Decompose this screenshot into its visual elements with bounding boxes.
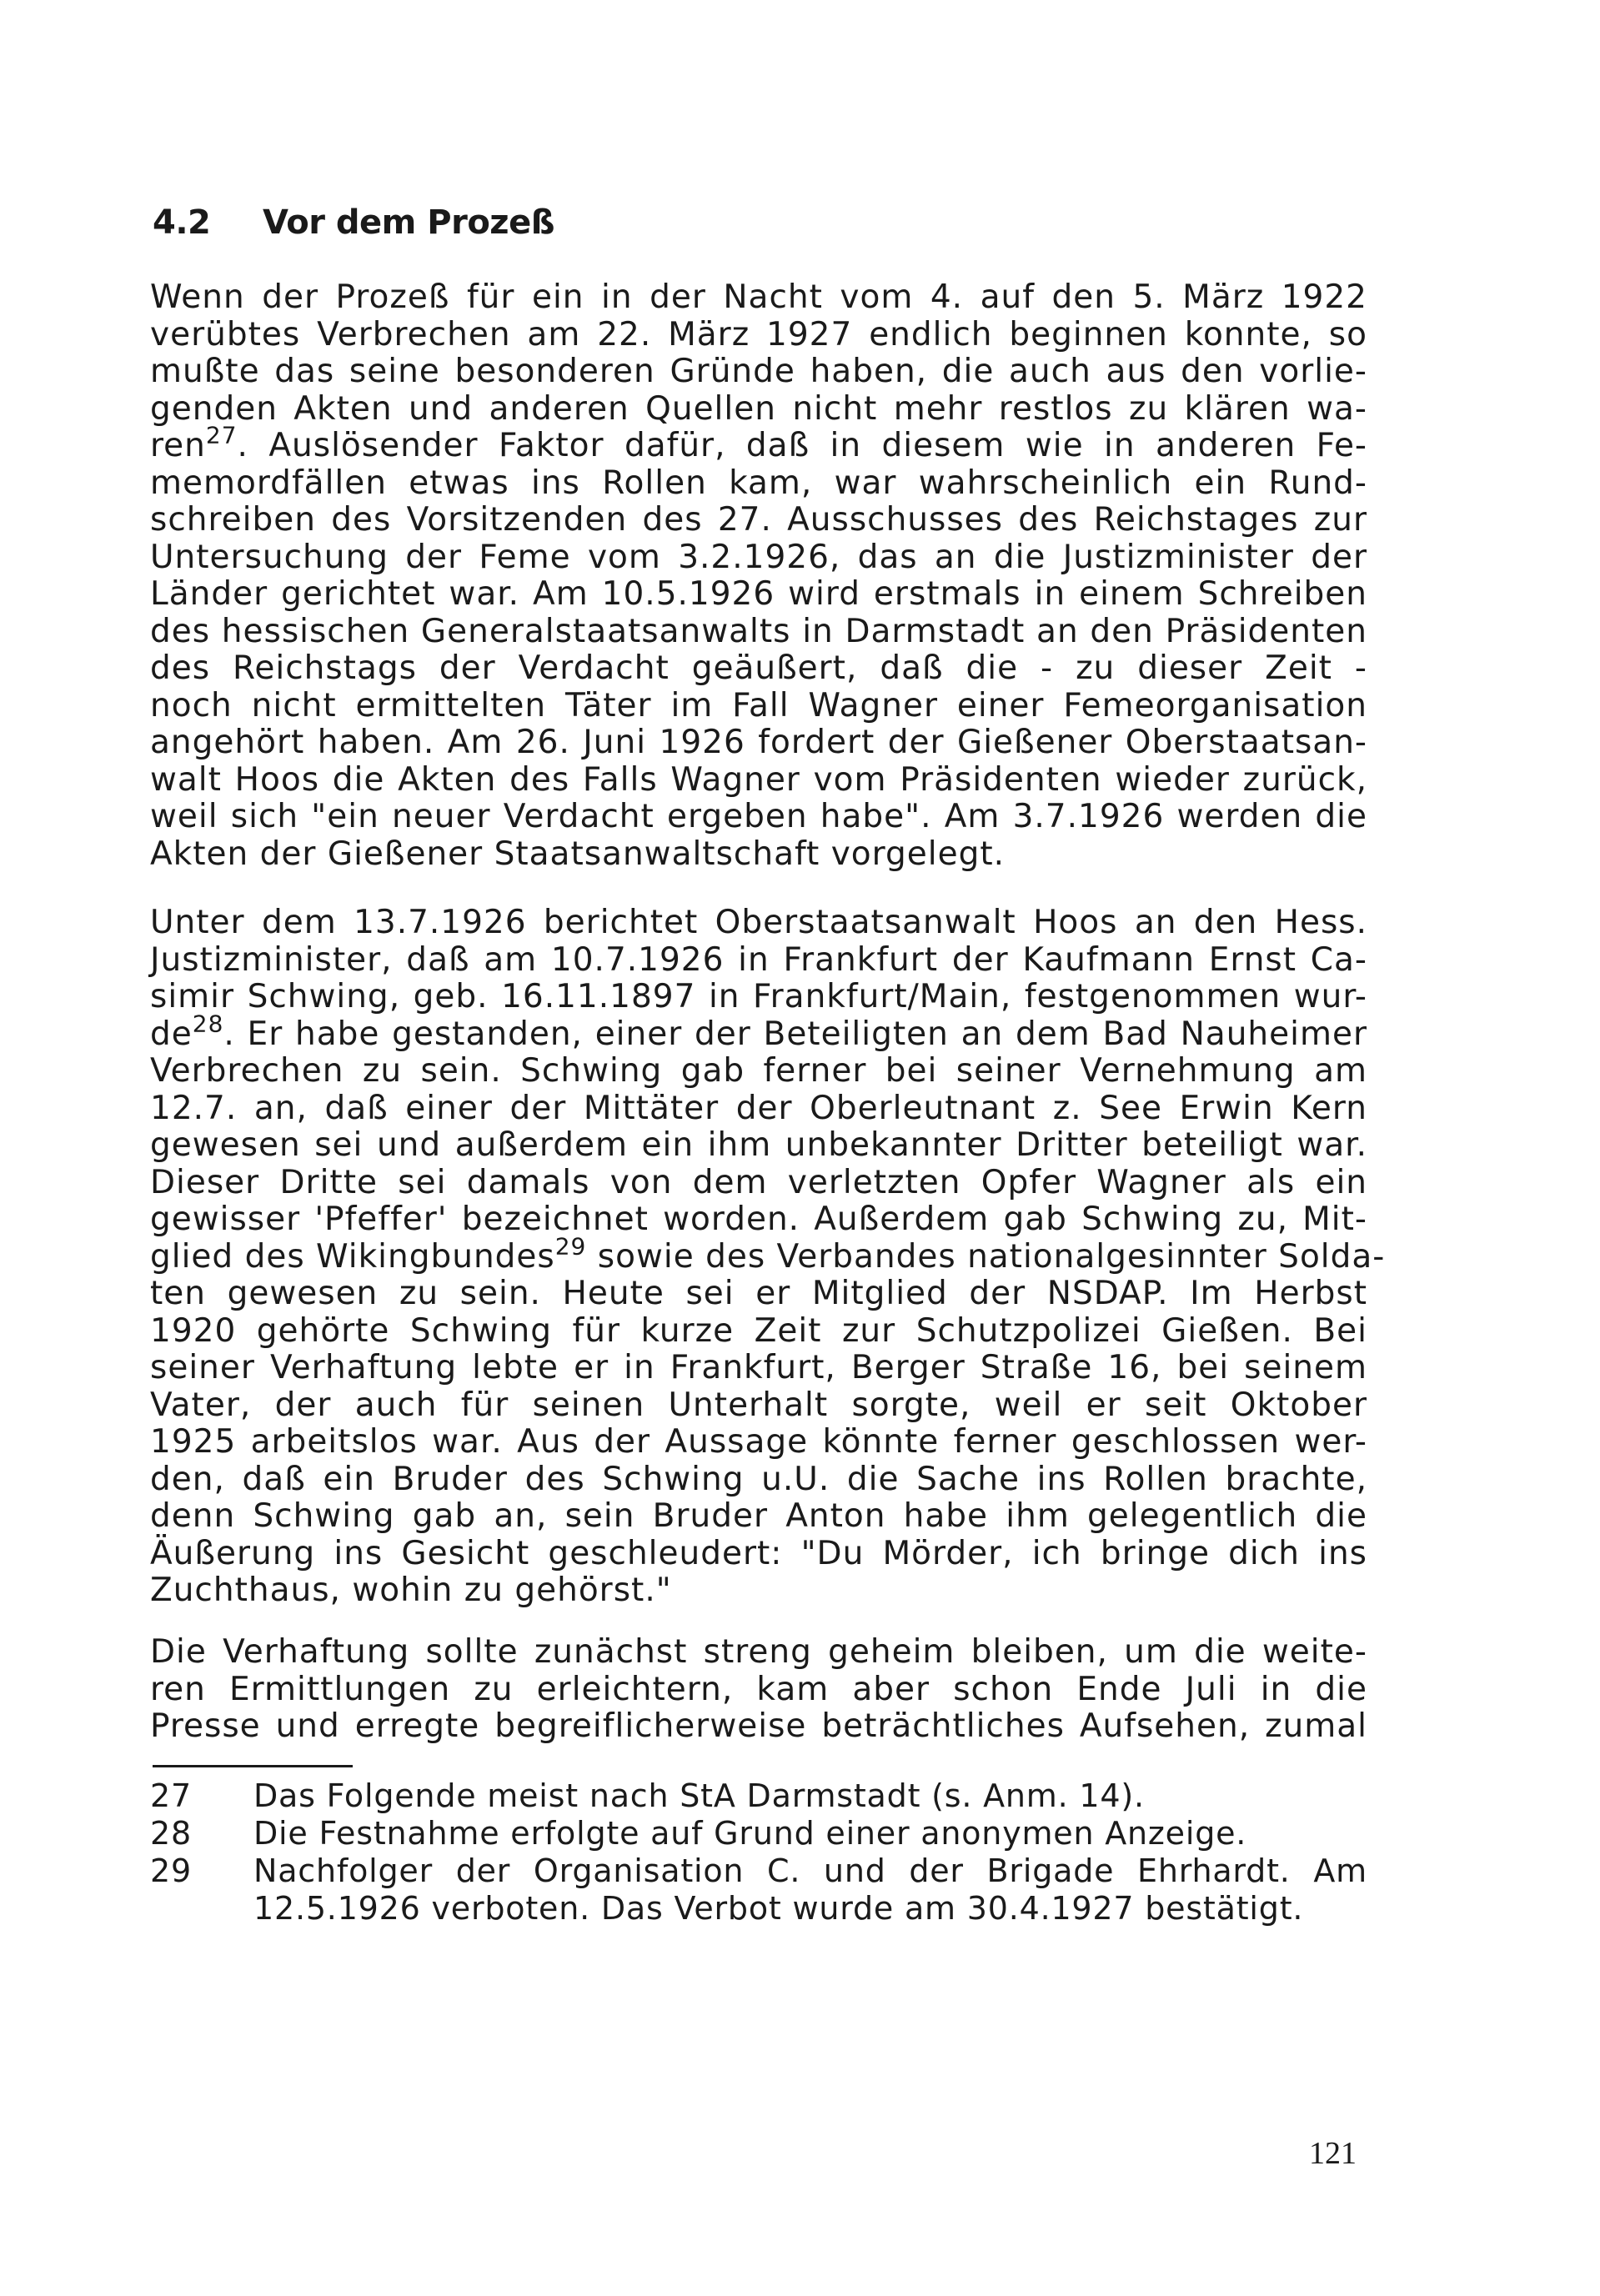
text-line: noch nicht ermittelten Täter im Fall Wagner einer Femeorganisation [150, 686, 1367, 724]
text-line: Akten der Gießener Staatsanwaltschaft vorgelegt. [150, 835, 1006, 873]
text-line: genden Akten und anderen Quellen nicht mehr restlos zu klären wa- [150, 389, 1367, 428]
text-line: des Reichstags der Verdacht geäußert, daß die - zu dieser Zeit - [150, 649, 1367, 687]
text-line: Dieser Dritte sei damals von dem verletzten Opfer Wagner als ein [150, 1163, 1367, 1201]
section-title: Vor dem Prozeß [263, 203, 554, 242]
text-fragment: ren [150, 427, 206, 464]
footnote-number: 27 [150, 1777, 192, 1814]
footnote-text: Das Folgende meist nach StA Darmstadt (s. Anm. 14). [253, 1777, 1145, 1814]
footnote-ref: 27 [205, 421, 238, 449]
text-line: $de^{28}$. Er habe gestanden, einer der Beteiligten an dem Bad Nauheimer [150, 1010, 1367, 1053]
footnote-separator [153, 1765, 353, 1767]
text-line: memordfällen etwas ins Rollen kam, war wahrscheinlich ein Rund- [150, 464, 1367, 502]
footnote-27 [150, 1777, 1367, 1815]
paragraph-1 [150, 279, 1367, 873]
text-line: schreiben des Vorsitzenden des 27. Ausschusses des Reichstages zur [150, 501, 1367, 539]
footnote-text: Nachfolger der Organisation C. und der Brigade Ehrhardt. Am [253, 1852, 1367, 1889]
text-line: weil sich "ein neuer Verdacht ergeben habe". Am 3.7.1926 werden die [150, 798, 1367, 835]
text-line: verübtes Verbrechen am 22. März 1927 endlich beginnen konnte, so [150, 315, 1367, 353]
footnote-28 [150, 1815, 1367, 1852]
text-line: angehört haben. Am 26. Juni 1926 fordert der Gießener Oberstaatsan- [150, 724, 1367, 761]
paragraph-2 [150, 904, 1386, 1610]
text-line: Zuchthaus, wohin zu gehörst." [150, 1572, 672, 1609]
text-line [150, 1232, 1386, 1276]
footnote-text: Die Festnahme erfolgte auf Grund einer anonymen Anzeige. [253, 1815, 1247, 1852]
text-line: Unter dem 13.7.1926 berichtet Oberstaatsanwalt Hoos an den Hess. [150, 904, 1367, 941]
text-line: Untersuchung der Feme vom 3.2.1926, das an die Justizminister der [150, 538, 1367, 576]
text-fragment: glied des Wikingbundes [150, 1237, 555, 1276]
text-fragment: Er habe gestanden, einer der Beteiligten an dem Bad Nauheimer [247, 1015, 1367, 1053]
text-line: Länder gerichtet war. Am 10.5.1926 wird erstmals in einem Schreiben [150, 575, 1367, 613]
text-line: gewesen sei und außerdem ein ihm unbekannter Dritter beteiligt war. [150, 1126, 1367, 1164]
page-number: 121 [1309, 2136, 1357, 2171]
text-line: ren$^{27}$. Auslösender Faktor dafür, daß in diesem wie in anderen Fe- [150, 421, 1368, 464]
footnote-number: 29 [150, 1852, 192, 1889]
text-fragment: de [150, 1015, 193, 1053]
paragraph-3 [150, 1634, 1367, 1746]
footnote-ref: 28 [192, 1010, 224, 1038]
text-line: gewisser 'Pfeffer' bezeichnet worden. Außerdem gab Schwing zu, Mit- [150, 1201, 1367, 1238]
text-line: Justizminister, daß am 10.7.1926 in Frankfurt der Kaufmann Ernst Ca- [150, 940, 1367, 979]
text-line: Vater, der auch für seinen Unterhalt sorgte, weil er seit Oktober [150, 1386, 1367, 1424]
text-line: Die Verhaftung sollte zunächst streng geheim bleiben, um die weite- [150, 1633, 1367, 1671]
text-line: ren Ermittlungen zu erleichtern, kam aber schon Ende Juli in die [150, 1670, 1367, 1708]
section-number: 4.2 [153, 203, 211, 242]
footnotes [150, 1777, 1367, 1928]
text-line: Verbrechen zu sein. Schwing gab ferner bei seiner Vernehmung am [150, 1052, 1367, 1090]
footnote-number: 28 [150, 1815, 192, 1852]
text-line: den, daß ein Bruder des Schwing u.U. die Sache ins Rollen brachte, [150, 1460, 1367, 1498]
text-line: denn Schwing gab an, sein Bruder Anton habe ihm gelegentlich die [150, 1497, 1367, 1535]
text-line: seiner Verhaftung lebte er in Frankfurt, Berger Straße 16, bei seinem [150, 1349, 1367, 1386]
text-line: des hessischen Generalstaatsanwalts in Darmstadt an den Präsidenten [150, 612, 1367, 650]
text-line: simir Schwing, geb. 16.11.1897 in Frankfurt/Main, festgenommen wur- [150, 978, 1367, 1015]
text-line: 1925 arbeitslos war. Aus der Aussage könnte ferner geschlossen wer- [150, 1423, 1367, 1461]
text-line: Presse und erregte begreiflicherweise beträchtliches Aufsehen, zumal [150, 1707, 1367, 1745]
text-fragment: Auslösender Faktor dafür, daß in diesem wie in anderen Fe- [268, 427, 1368, 464]
footnote-text: 12.5.1926 verboten. Das Verbot wurde am 30.4.1927 bestätigt. [253, 1890, 1304, 1927]
text-line: ten gewesen zu sein. Heute sei er Mitglied der NSDAP. Im Herbst [150, 1275, 1367, 1312]
section-heading [153, 203, 554, 242]
text-line: walt Hoos die Akten des Falls Wagner vom Präsidenten wieder zurück, [150, 760, 1367, 799]
footnote-29 [150, 1852, 1367, 1928]
text-fragment: sowie des Verbandes nationalgesinnter Solda- [597, 1237, 1386, 1276]
text-line: mußte das seine besonderen Gründe haben, die auch aus den vorlie- [150, 353, 1367, 390]
text-line: Wenn der Prozeß für ein in der Nacht vom 4. auf den 5. März 1922 [150, 278, 1367, 316]
footnote-ref: 29 [554, 1232, 587, 1261]
text-line: Äußerung ins Gesicht geschleudert: "Du Mörder, ich bringe dich ins [150, 1534, 1367, 1572]
text-line: 12.7. an, daß einer der Mittäter der Oberleutnant z. See Erwin Kern [150, 1089, 1367, 1127]
text-line: 1920 gehörte Schwing für kurze Zeit zur Schutzpolizei Gießen. Bei [150, 1311, 1367, 1350]
